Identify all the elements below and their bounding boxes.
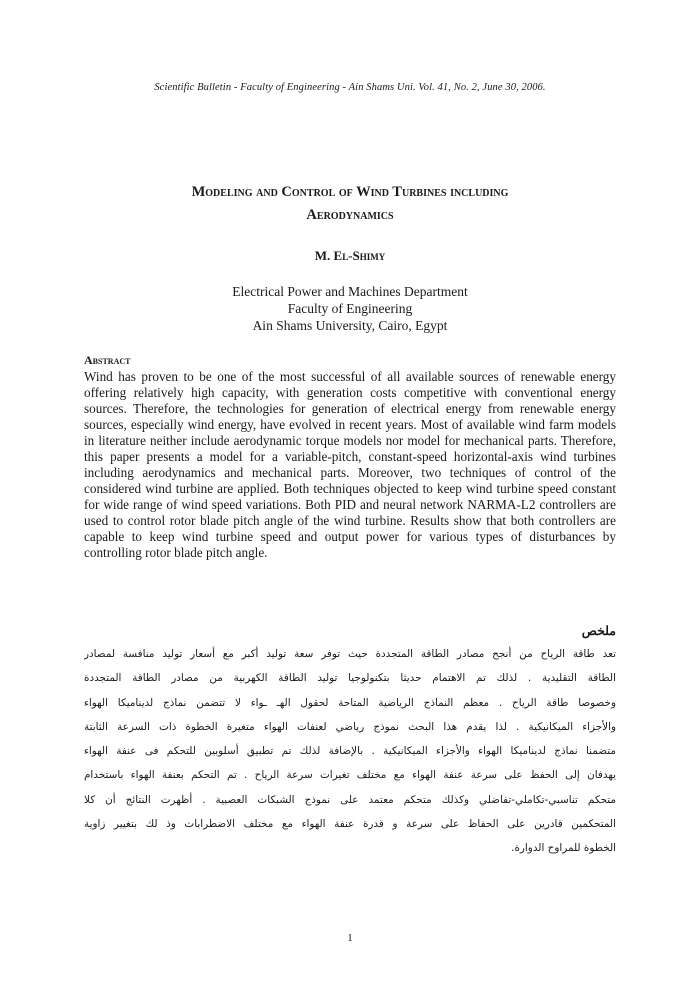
arabic-line: تعد طاقة الرياح من أنجح مصادر الطاقة المتجددة حيث توفر سعة توليد أكبر مع أسعار توليد منافسة لمصادر [84,648,616,660]
affiliation [0,283,700,334]
affiliation-line: Ain Shams University, Cairo, Egypt [252,318,448,333]
abstract-heading: Abstract [84,353,131,367]
title-line-1: Modeling and Control of Wind Turbines including [191,184,509,200]
arabic-line: يهدفان إلى الحفظ على سرعة عنفة الهواء مع مختلف تغيرات سرعة الرياح . تم التحكم بعنفة الهواء باستخدام [84,769,616,782]
abstract-text: Wind has proven to be one of the most successful of all available sources of renewable energy offering relatively high capacity, with generation costs competitive with conventional energy sources. Therefore, the technologies for generation of electrical energy from renewable energy sources, especially wind energy, have evolved in recent years. Most of available wind farm models in literature neither include aerodynamic torque models nor model for mechanical parts. Therefore, this paper presents a model for a variable-pitch, constant-speed horizontal-axis wind turbines including aerodynamics and mechanical parts. Moreover, two techniques of control of the considered wind turbine are applied. Both techniques objected to keep wind turbine speed constant for wide range of wind speed variations. Both PID and neural network NARMA-L2 controllers are used to control rotor blade pitch angle of the wind turbine. Results show that both controllers are capable to keep wind turbine speed and output power for various types of disturbances by controlling rotor blade pitch angle. [84,369,616,560]
arabic-line: الطاقة التقليدية . لذلك تم الاهتمام حديثا بتكنولوجيا توليد الطاقة الكهربية من مصادر الطاقة المتجددة [84,672,616,685]
affiliation-line: Electrical Power and Machines Department [232,284,468,299]
journal-header: Scientific Bulletin - Faculty of Engineering - Ain Shams Uni. Vol. 41, No. 2, June 30, 2006. [154,82,546,93]
paper-title [60,181,640,227]
arabic-abstract-text [84,642,616,861]
arabic-line: المتحكمين قادرين على الحفاظ على سرعة و قدرة عنفة الهواء مع مختلف الاضطرابات وذ لك بتغيير زاوية [84,818,616,831]
page-number: 1 [347,932,353,944]
arabic-line: والأجزاء الميكانيكية . لذا يقدم هذا البحث نموذج رياضي لعنفات الهواء متغيرة الخطوة ذات السرعة الثابتة [84,720,616,733]
arabic-line: الخطوة للمراوح الدوارة. [511,842,616,855]
arabic-line: متحكم تناسبي-تكاملي-تفاضلي وكذلك متحكم معتمد على نموذج الشبكات العصبية . أظهرت النتائج أن كلا [84,793,616,806]
author-name: M. El-Shimy [314,248,386,263]
arabic-line: وخصوصا طاقة الرياح . معظم النماذج الرياضية المتاحة لحقول الهـ ـواء لا تتضمن نماذج لديناميكا الهواء [84,696,616,709]
arabic-abstract-heading: ملخص [581,624,616,638]
affiliation-line: Faculty of Engineering [287,301,413,316]
title-line-2: Aerodynamics [306,207,394,223]
arabic-line: متضمنا نماذج لديناميكا الهواء والأجزاء الميكانيكية . بالإضافة لذلك تم تطبيق أسلوبين للتحكم فى عنفة الهواء [84,745,616,758]
